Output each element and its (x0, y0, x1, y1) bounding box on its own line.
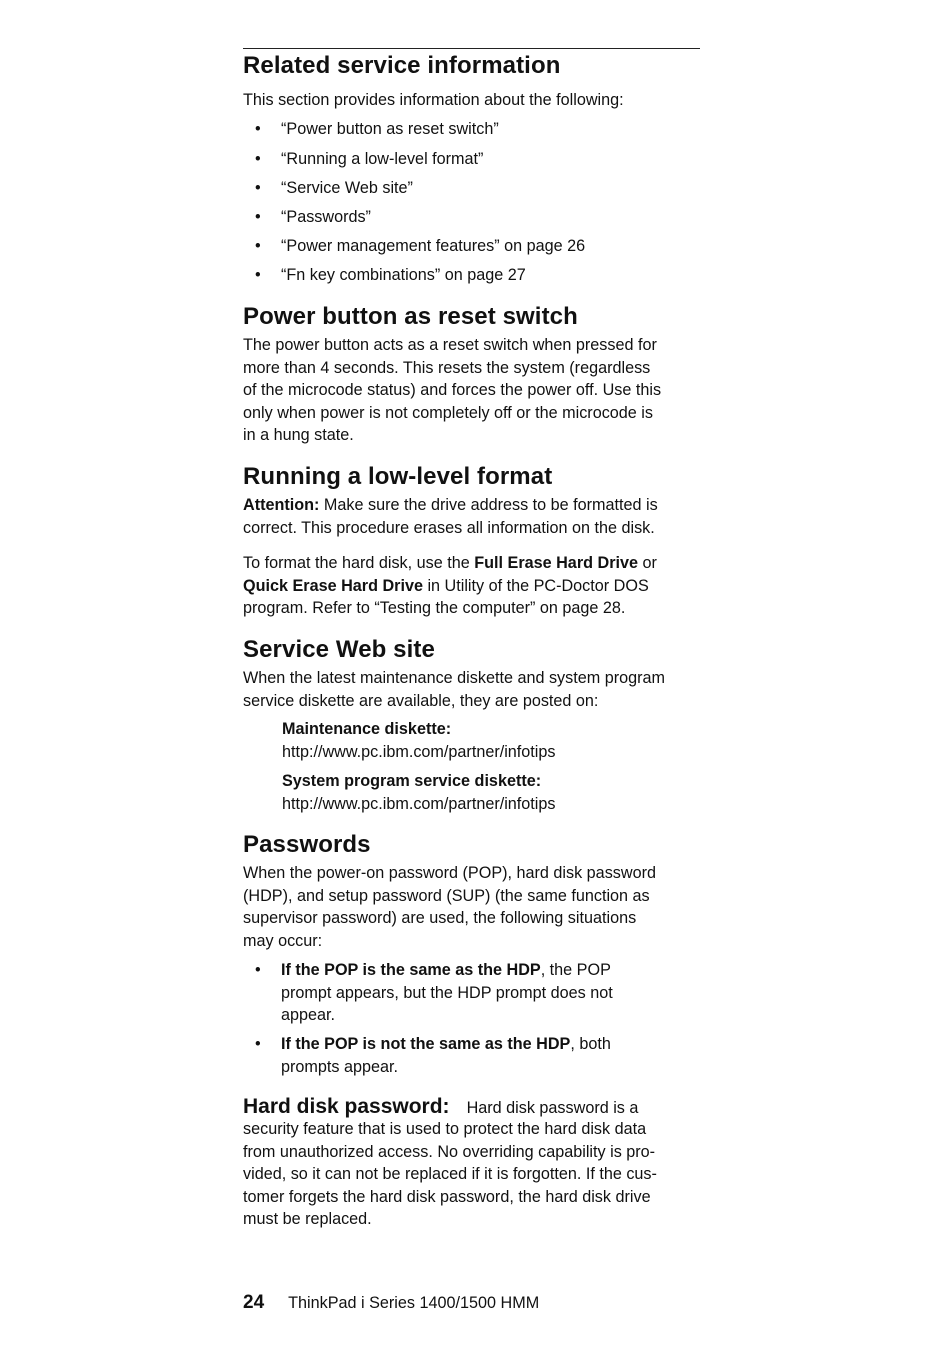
pop-same-label: If the POP is the same as the HDP (281, 961, 541, 979)
system-program-diskette-url: http://www.pc.ibm.com/partner/infotips (282, 794, 556, 813)
page-number: 24 (243, 1292, 265, 1313)
format-instructions-paragraph (243, 552, 700, 620)
text-line: prompts appear. (281, 1057, 398, 1076)
list-item-text: “Fn key combinations” on page 27 (281, 266, 526, 284)
bullet-icon: • (255, 179, 261, 197)
document-title: ThinkPad i Series 1400/1500 HMM (288, 1294, 540, 1312)
full-erase-label: Full Erase Hard Drive (474, 554, 638, 572)
bullet-icon: • (255, 1035, 261, 1053)
bullet-icon: • (255, 120, 261, 138)
related-intro: This section provides information about the following: (243, 91, 624, 109)
text-line: more than 4 seconds. This resets the system (regardless (243, 358, 651, 377)
text-line: security feature that is used to protect the hard disk data (243, 1120, 647, 1138)
bullet-icon: • (255, 266, 261, 284)
passwords-paragraph (243, 862, 700, 952)
text-line: may occur: (243, 931, 323, 950)
text-span: or (638, 554, 657, 572)
maintenance-diskette-entry (282, 718, 702, 763)
text-line: appear. (281, 1006, 336, 1024)
text-line: When the latest maintenance diskette and system program (243, 669, 665, 687)
list-item-text: “Power management features” on page 26 (281, 237, 586, 255)
text-line: in a hung state. (243, 426, 354, 444)
quick-erase-label: Quick Erase Hard Drive (243, 576, 423, 595)
text-line: When the power-on password (POP), hard disk password (243, 864, 656, 882)
pop-not-same-label: If the POP is not the same as the HDP (281, 1035, 571, 1053)
text-line: from unauthorized access. No overriding capability is pro- (243, 1142, 656, 1161)
text-line: vided, so it can not be replaced if it is forgotten. If the cus- (243, 1165, 657, 1183)
top-rule (243, 48, 700, 49)
bullet-icon: • (255, 150, 261, 168)
text-span: Make sure the drive address to be formatted is (319, 496, 658, 514)
bullet-icon: • (255, 208, 261, 226)
system-program-diskette-entry (282, 770, 702, 815)
list-item-text: “Service Web site” (281, 179, 413, 197)
hard-disk-password-paragraph (243, 1094, 700, 1231)
heading-passwords: Passwords (243, 831, 371, 858)
attention-label: Attention: (243, 496, 320, 514)
text-line: only when power is not completely off or the microcode is (243, 403, 653, 422)
web-site-paragraph (243, 667, 700, 712)
text-line: (HDP), and setup password (SUP) (the same function as (243, 886, 650, 905)
text-span: , both (570, 1035, 611, 1053)
text-span: To format the hard disk, use the (243, 554, 475, 572)
text-span: Hard disk password is a (466, 1099, 639, 1117)
bullet-icon: • (255, 237, 261, 255)
power-button-paragraph (243, 334, 700, 447)
text-line: must be replaced. (243, 1210, 372, 1228)
text-line: supervisor password) are used, the following situations (243, 909, 637, 927)
text-line: service diskette are available, they are posted on: (243, 691, 599, 710)
heading-hard-disk-password: Hard disk password: (243, 1095, 450, 1118)
text-line: program. Refer to “Testing the computer” on page 28. (243, 599, 626, 617)
heading-low-level-format: Running a low-level format (243, 463, 553, 490)
text-line: tomer forgets the hard disk password, the hard disk drive (243, 1187, 651, 1206)
bullet-icon: • (255, 961, 261, 979)
heading-related-service-information: Related service information (243, 52, 561, 79)
page-footer (243, 1292, 539, 1314)
attention-paragraph (243, 494, 700, 539)
list-item-text: “Running a low-level format” (281, 150, 484, 168)
heading-service-web-site: Service Web site (243, 636, 435, 663)
text-line: The power button acts as a reset switch when pressed for (243, 336, 657, 354)
text-span: in Utility of the PC-Doctor DOS (422, 576, 649, 595)
system-program-diskette-label: System program service diskette: (282, 772, 542, 790)
maintenance-diskette-label: Maintenance diskette: (282, 720, 452, 738)
text-line: prompt appears, but the HDP prompt does not (281, 983, 613, 1002)
list-item-text: “Power button as reset switch” (281, 120, 499, 138)
list-item-text: “Passwords” (281, 208, 371, 226)
text-line: correct. This procedure erases all information on the disk. (243, 518, 655, 537)
heading-power-button: Power button as reset switch (243, 303, 578, 330)
text-line: of the microcode status) and forces the power off. Use this (243, 381, 662, 399)
maintenance-diskette-url: http://www.pc.ibm.com/partner/infotips (282, 742, 556, 761)
text-span: , the POP (540, 961, 611, 979)
